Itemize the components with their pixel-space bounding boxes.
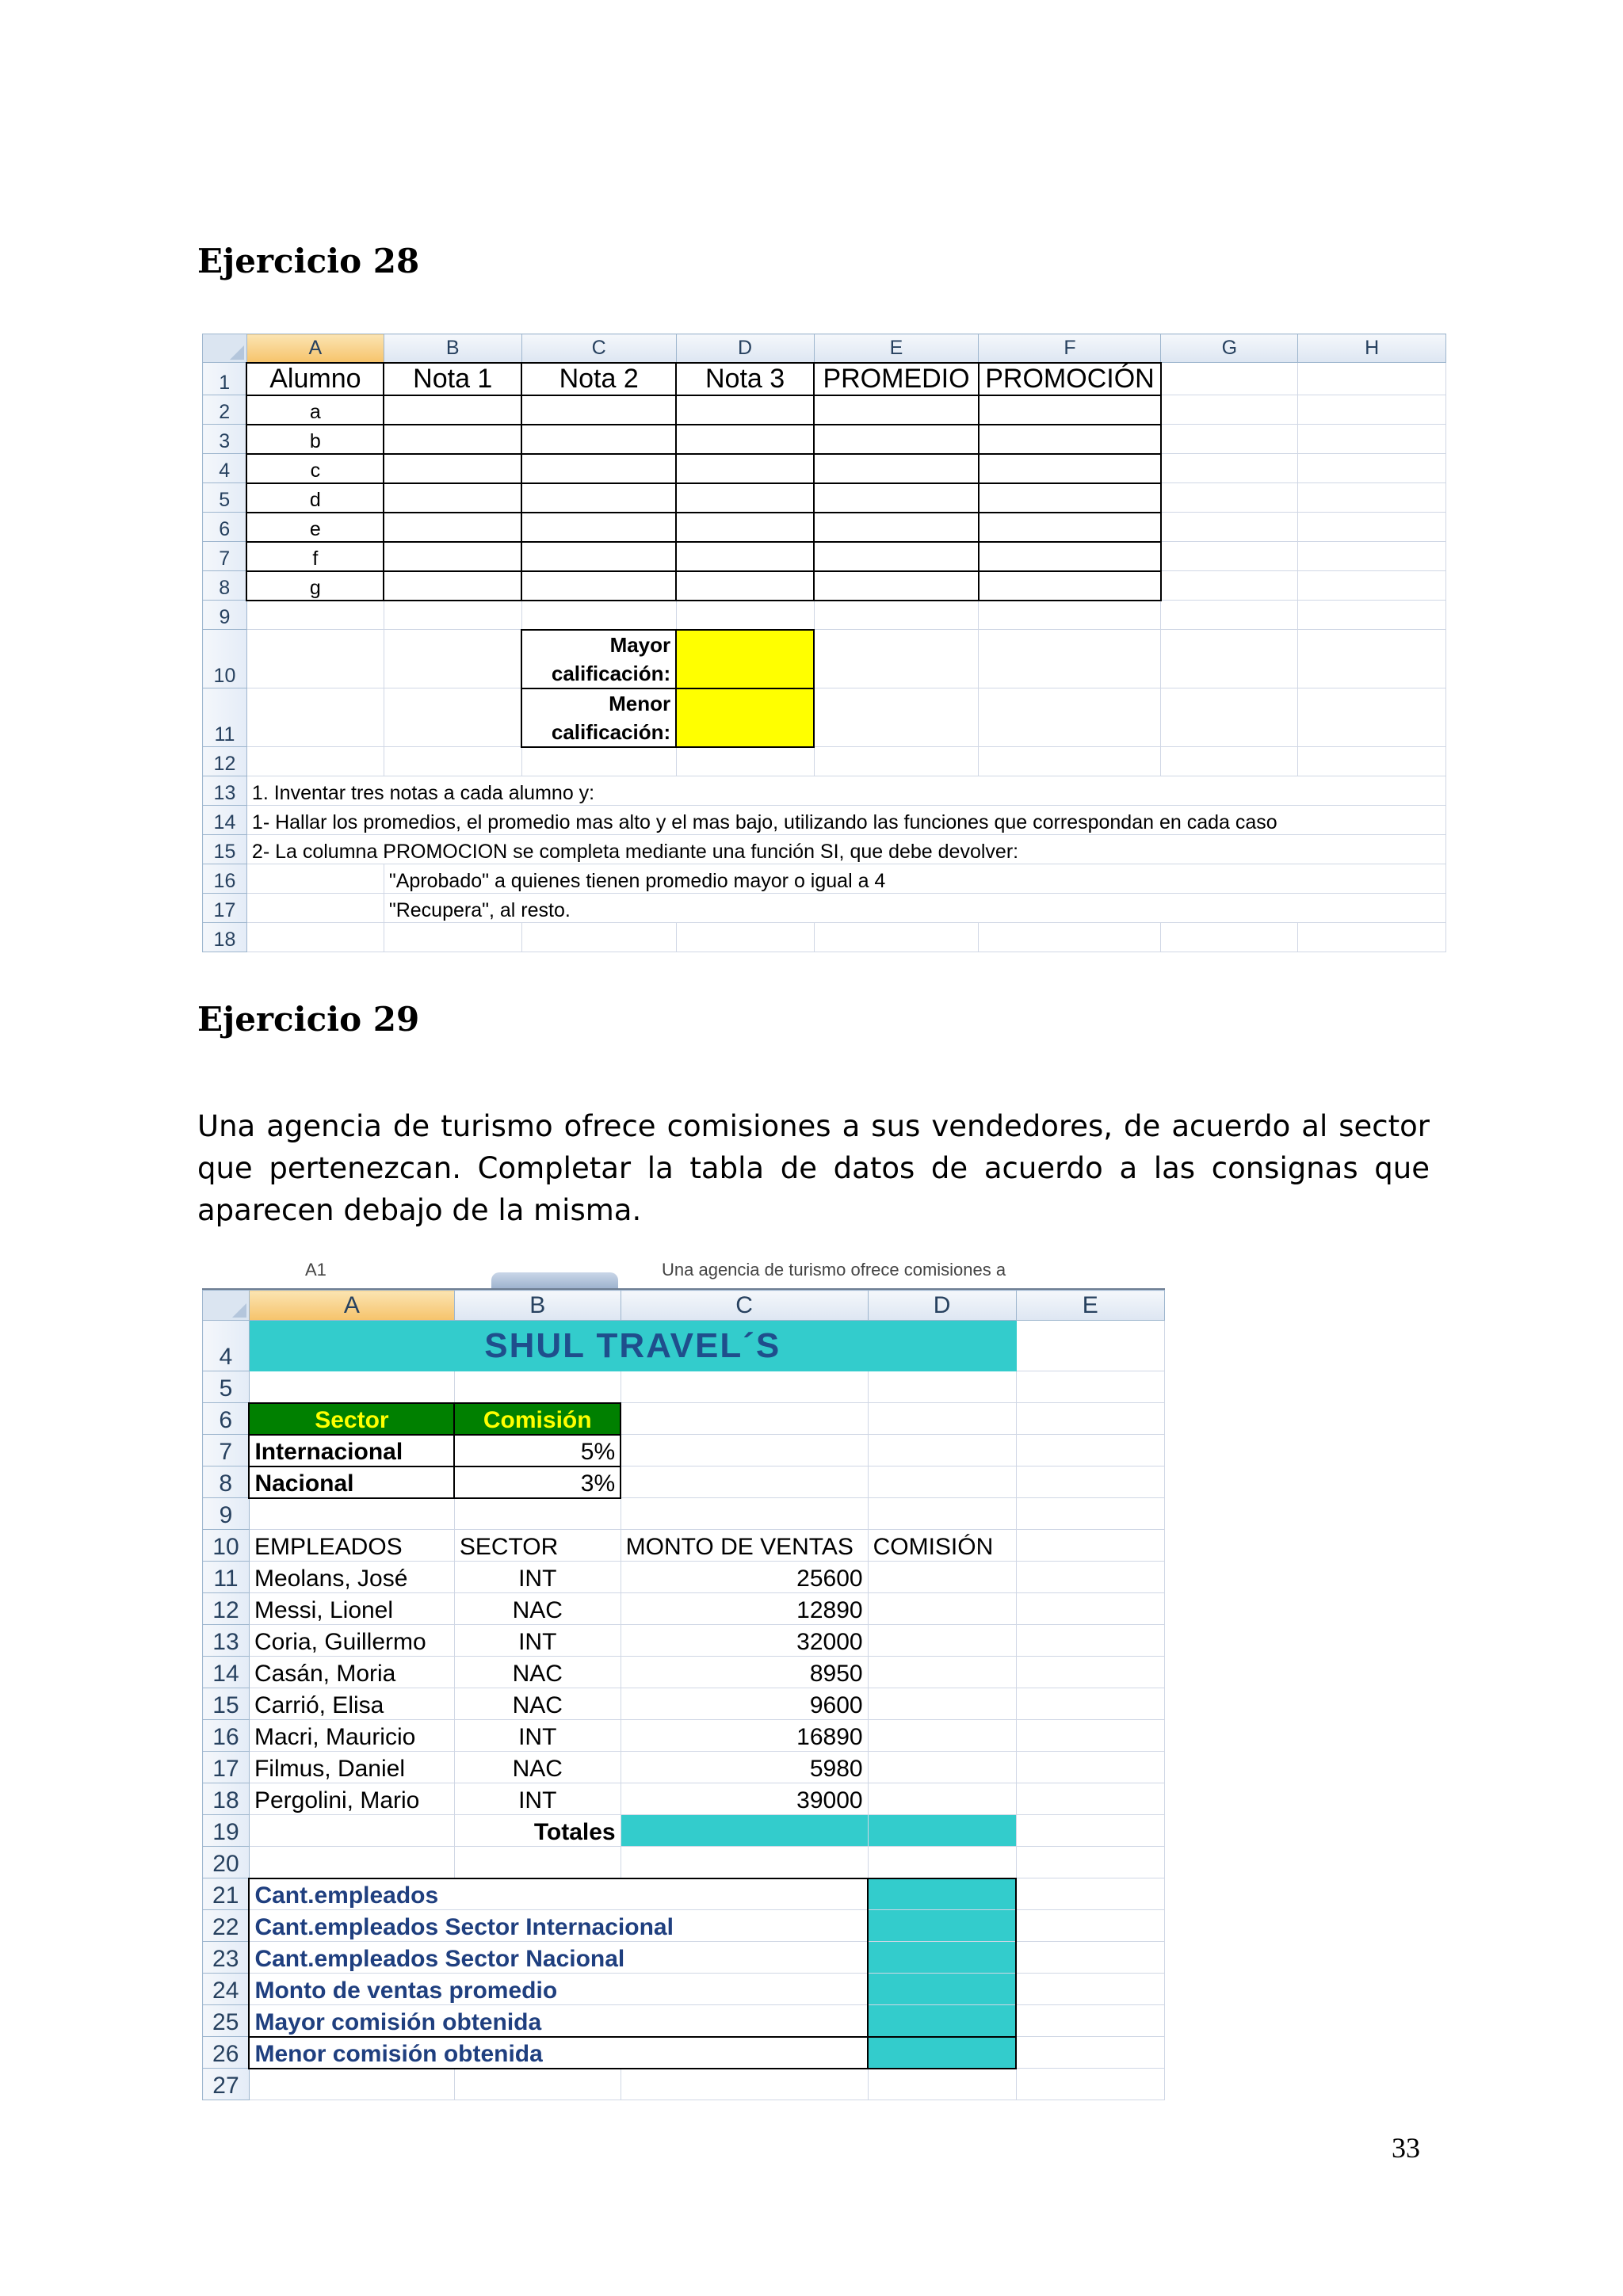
grade-cell[interactable] [521, 513, 676, 542]
max-grade-cell[interactable] [676, 630, 814, 688]
exercise-28-heading: Ejercicio 28 [197, 242, 420, 280]
cell[interactable] [1016, 1498, 1165, 1530]
cell[interactable] [621, 1466, 868, 1498]
cell[interactable] [246, 630, 384, 688]
cell[interactable] [249, 2069, 454, 2100]
cell[interactable] [521, 601, 676, 630]
commission-cell[interactable] [868, 1752, 1016, 1783]
commission-cell[interactable] [868, 1562, 1016, 1593]
header-cell-sector[interactable]: SECTOR [454, 1530, 621, 1562]
cell[interactable] [384, 923, 521, 952]
row-header[interactable]: 6 [203, 513, 247, 542]
cell[interactable] [1016, 1783, 1165, 1815]
cell[interactable] [1298, 483, 1446, 513]
row-header[interactable]: 8 [203, 571, 247, 601]
instruction-line[interactable]: "Aprobado" a quienes tienen promedio mayor o igual a 4 [384, 864, 1445, 894]
totals-label[interactable]: Totales [454, 1815, 621, 1847]
row-header[interactable]: 7 [203, 542, 247, 571]
promotion-cell[interactable] [979, 513, 1161, 542]
employee-name-cell[interactable]: Meolans, José [249, 1562, 454, 1593]
cell[interactable] [814, 923, 979, 952]
column-header[interactable]: B [454, 1291, 621, 1321]
cell[interactable] [676, 747, 814, 776]
average-cell[interactable] [814, 483, 979, 513]
row-header[interactable]: 1 [203, 363, 247, 395]
column-header[interactable]: G [1161, 334, 1298, 363]
summary-label[interactable]: Cant.empleados Sector Internacional [249, 1910, 868, 1942]
sales-amount-cell[interactable]: 5980 [621, 1752, 868, 1783]
cell[interactable] [621, 1435, 868, 1466]
cell[interactable] [384, 688, 521, 747]
cell[interactable] [454, 1847, 621, 1878]
row-header[interactable]: 4 [203, 454, 247, 483]
row-header[interactable]: 10 [203, 630, 247, 688]
cell[interactable] [1161, 571, 1298, 601]
grade-cell[interactable] [384, 395, 521, 425]
cell[interactable] [1161, 923, 1298, 952]
row-header[interactable]: 14 [203, 1657, 250, 1688]
cell[interactable] [1016, 1974, 1165, 2005]
cell[interactable] [814, 747, 979, 776]
cell[interactable] [1298, 395, 1446, 425]
cell[interactable] [1016, 1942, 1165, 1974]
student-cell[interactable]: g [246, 571, 384, 601]
cell[interactable] [249, 1815, 454, 1847]
promotion-cell[interactable] [979, 395, 1161, 425]
grade-cell[interactable] [521, 454, 676, 483]
cell[interactable] [1016, 1562, 1165, 1593]
cell[interactable] [1298, 363, 1446, 395]
row-header[interactable]: 6 [203, 1403, 250, 1435]
average-cell[interactable] [814, 513, 979, 542]
cell[interactable] [1016, 1910, 1165, 1942]
cell[interactable] [979, 601, 1161, 630]
cell[interactable] [621, 1371, 868, 1403]
commission-cell[interactable] [868, 1625, 1016, 1657]
instruction-line[interactable]: 1- Hallar los promedios, el promedio mas alto y el mas bajo, utilizando las funciones que correspondan en cada caso [246, 806, 1445, 835]
row-header[interactable]: 15 [203, 835, 247, 864]
sheet-title[interactable]: SHUL TRAVEL´S [249, 1321, 1016, 1371]
cell[interactable] [979, 747, 1161, 776]
cell[interactable] [1298, 571, 1446, 601]
student-cell[interactable]: b [246, 425, 384, 454]
sales-amount-cell[interactable]: 25600 [621, 1562, 868, 1593]
exercise-29-spreadsheet [202, 1260, 1165, 2099]
average-cell[interactable] [814, 542, 979, 571]
employee-sector-cell[interactable]: NAC [454, 1657, 621, 1688]
grade-cell[interactable] [676, 571, 814, 601]
commission-header[interactable]: Comisión [454, 1403, 621, 1435]
grade-cell[interactable] [521, 542, 676, 571]
row-header[interactable]: 10 [203, 1530, 250, 1562]
cell[interactable] [1298, 601, 1446, 630]
min-grade-cell[interactable] [676, 688, 814, 747]
column-header[interactable]: E [1016, 1291, 1165, 1321]
grade-cell[interactable] [521, 571, 676, 601]
grade-cell[interactable] [521, 483, 676, 513]
cell[interactable] [1016, 1530, 1165, 1562]
summary-value-cell[interactable] [868, 1942, 1016, 1974]
column-header[interactable]: H [1298, 334, 1446, 363]
cell[interactable] [1016, 1466, 1165, 1498]
average-cell[interactable] [814, 571, 979, 601]
sales-amount-cell[interactable]: 39000 [621, 1783, 868, 1815]
grade-cell[interactable] [676, 425, 814, 454]
cell[interactable] [676, 601, 814, 630]
header-cell-comision[interactable]: COMISIÓN [868, 1530, 1016, 1562]
cell[interactable] [1016, 1657, 1165, 1688]
header-cell-promocion[interactable]: PROMOCIÓN [979, 363, 1161, 395]
cell[interactable] [246, 688, 384, 747]
cell[interactable] [454, 1498, 621, 1530]
cell[interactable] [1016, 1435, 1165, 1466]
employee-name-cell[interactable]: Coria, Guillermo [249, 1625, 454, 1657]
cell[interactable] [249, 1847, 454, 1878]
cell[interactable] [1016, 1593, 1165, 1625]
row-header[interactable]: 11 [203, 1562, 250, 1593]
cell[interactable] [384, 601, 521, 630]
promotion-cell[interactable] [979, 425, 1161, 454]
employee-sector-cell[interactable]: NAC [454, 1593, 621, 1625]
header-cell-promedio[interactable]: PROMEDIO [814, 363, 979, 395]
formula-bar[interactable] [202, 1260, 1165, 1290]
student-cell[interactable]: e [246, 513, 384, 542]
cell[interactable] [1016, 1752, 1165, 1783]
cell[interactable] [1016, 2005, 1165, 2037]
cell[interactable] [868, 2069, 1016, 2100]
cell[interactable] [249, 1498, 454, 1530]
exercise-29-heading: Ejercicio 29 [197, 1000, 420, 1039]
sales-amount-cell[interactable]: 32000 [621, 1625, 868, 1657]
row-header[interactable]: 2 [203, 395, 247, 425]
row-header[interactable]: 5 [203, 483, 247, 513]
grade-cell[interactable] [676, 454, 814, 483]
cell[interactable] [1016, 2069, 1165, 2100]
cell[interactable] [1161, 513, 1298, 542]
cell[interactable] [521, 923, 676, 952]
sector-name-cell[interactable]: Nacional [249, 1466, 454, 1498]
cell[interactable] [246, 601, 384, 630]
instruction-line[interactable]: 1. Inventar tres notas a cada alumno y: [246, 776, 1445, 806]
cell[interactable] [1298, 688, 1446, 747]
cell[interactable] [1016, 1878, 1165, 1910]
cell[interactable] [521, 747, 676, 776]
cell[interactable] [621, 1403, 868, 1435]
cell[interactable] [979, 630, 1161, 688]
instruction-line[interactable]: "Recupera", al resto. [384, 894, 1445, 923]
column-header[interactable]: E [814, 334, 979, 363]
row-header[interactable]: 15 [203, 1688, 250, 1720]
cell[interactable] [454, 1371, 621, 1403]
row-header[interactable]: 25 [203, 2005, 250, 2037]
row-header[interactable]: 21 [203, 1878, 250, 1910]
cell[interactable] [1298, 630, 1446, 688]
row-header[interactable]: 14 [203, 806, 247, 835]
row-header[interactable]: 7 [203, 1435, 250, 1466]
cell[interactable] [1298, 513, 1446, 542]
average-cell[interactable] [814, 395, 979, 425]
cell[interactable] [868, 1466, 1016, 1498]
cell[interactable] [621, 2069, 868, 2100]
cell[interactable] [814, 630, 979, 688]
page-number: 33 [1392, 2132, 1420, 2164]
row-header[interactable]: 17 [203, 1752, 250, 1783]
employee-sector-cell[interactable]: NAC [454, 1688, 621, 1720]
row-header[interactable]: 3 [203, 425, 247, 454]
promotion-cell[interactable] [979, 542, 1161, 571]
employee-sector-cell[interactable]: INT [454, 1783, 621, 1815]
employee-sector-cell[interactable]: INT [454, 1562, 621, 1593]
cell[interactable] [1016, 1688, 1165, 1720]
row-header[interactable]: 13 [203, 776, 247, 806]
header-cell-alumno[interactable]: Alumno [246, 363, 384, 395]
cell[interactable] [1161, 601, 1298, 630]
header-cell-monto[interactable]: MONTO DE VENTAS [621, 1530, 868, 1562]
grade-cell[interactable] [384, 542, 521, 571]
average-cell[interactable] [814, 454, 979, 483]
row-header[interactable]: 5 [203, 1371, 250, 1403]
cell[interactable] [246, 894, 384, 923]
employee-name-cell[interactable]: Messi, Lionel [249, 1593, 454, 1625]
grade-cell[interactable] [521, 425, 676, 454]
column-header[interactable]: C [621, 1291, 868, 1321]
cell[interactable] [246, 864, 384, 894]
total-sales-cell[interactable] [621, 1815, 868, 1847]
cell[interactable] [246, 923, 384, 952]
row-header[interactable]: 27 [203, 2069, 250, 2100]
row-header[interactable]: 9 [203, 1498, 250, 1530]
cell[interactable] [1161, 483, 1298, 513]
summary-label[interactable]: Monto de ventas promedio [249, 1974, 868, 2005]
cell[interactable] [249, 1371, 454, 1403]
cell[interactable] [621, 1498, 868, 1530]
cell[interactable] [621, 1847, 868, 1878]
grade-cell[interactable] [676, 513, 814, 542]
cell[interactable] [979, 688, 1161, 747]
cell[interactable] [246, 747, 384, 776]
cell[interactable] [1161, 363, 1298, 395]
grade-cell[interactable] [676, 395, 814, 425]
name-box[interactable]: A1 [305, 1260, 327, 1280]
row-header[interactable]: 12 [203, 747, 247, 776]
row-header[interactable]: 18 [203, 923, 247, 952]
row-header[interactable]: 20 [203, 1847, 250, 1878]
row-header[interactable]: 19 [203, 1815, 250, 1847]
cell[interactable] [1161, 395, 1298, 425]
employee-name-cell[interactable]: Casán, Moria [249, 1657, 454, 1688]
employee-name-cell[interactable]: Carrió, Elisa [249, 1688, 454, 1720]
commission-cell[interactable] [868, 1593, 1016, 1625]
summary-value-cell[interactable] [868, 1878, 1016, 1910]
summary-value-cell[interactable] [868, 2037, 1016, 2069]
column-header[interactable]: F [979, 334, 1161, 363]
instruction-line[interactable]: 2- La columna PROMOCION se completa mediante una función SI, que debe devolver: [246, 835, 1445, 864]
commission-rate-cell[interactable]: 3% [454, 1466, 621, 1498]
cell[interactable] [1016, 1625, 1165, 1657]
row-header[interactable]: 26 [203, 2037, 250, 2069]
row-header[interactable]: 16 [203, 864, 247, 894]
commission-rate-cell[interactable]: 5% [454, 1435, 621, 1466]
column-header[interactable]: D [868, 1291, 1016, 1321]
cell[interactable] [1016, 2037, 1165, 2069]
cell[interactable] [868, 1403, 1016, 1435]
grade-cell[interactable] [676, 483, 814, 513]
max-grade-label: Mayor calificación: [521, 630, 676, 688]
cell[interactable] [979, 923, 1161, 952]
promotion-cell[interactable] [979, 483, 1161, 513]
employee-sector-cell[interactable]: INT [454, 1625, 621, 1657]
row-header[interactable]: 4 [203, 1321, 250, 1371]
row-header[interactable]: 22 [203, 1910, 250, 1942]
header-cell-nota2[interactable]: Nota 2 [521, 363, 676, 395]
grade-cell[interactable] [676, 542, 814, 571]
commission-cell[interactable] [868, 1720, 1016, 1752]
cell[interactable] [676, 923, 814, 952]
sector-name-cell[interactable]: Internacional [249, 1435, 454, 1466]
header-cell-nota3[interactable]: Nota 3 [676, 363, 814, 395]
sales-amount-cell[interactable]: 12890 [621, 1593, 868, 1625]
cell[interactable] [1161, 425, 1298, 454]
student-cell[interactable]: f [246, 542, 384, 571]
column-header[interactable]: A [249, 1291, 454, 1321]
summary-label[interactable]: Cant.empleados [249, 1878, 868, 1910]
cell[interactable] [1016, 1321, 1165, 1371]
cell[interactable] [868, 1435, 1016, 1466]
select-all-corner[interactable] [203, 1291, 250, 1321]
cell[interactable] [1161, 454, 1298, 483]
summary-label[interactable]: Cant.empleados Sector Nacional [249, 1942, 868, 1974]
cell[interactable] [1161, 688, 1298, 747]
grade-cell[interactable] [384, 513, 521, 542]
commission-cell[interactable] [868, 1657, 1016, 1688]
commission-cell[interactable] [868, 1688, 1016, 1720]
row-header[interactable]: 11 [203, 688, 247, 747]
student-cell[interactable]: c [246, 454, 384, 483]
cell[interactable] [1298, 425, 1446, 454]
header-cell-nota1[interactable]: Nota 1 [384, 363, 521, 395]
header-cell-empleados[interactable]: EMPLEADOS [249, 1530, 454, 1562]
sales-amount-cell[interactable]: 9600 [621, 1688, 868, 1720]
row-header[interactable]: 8 [203, 1466, 250, 1498]
formula-bar-button[interactable] [491, 1272, 618, 1288]
cell[interactable] [1016, 1815, 1165, 1847]
exercise-29-intro: Una agencia de turismo ofrece comisiones a sus vendedores, de acuerdo al sector que pertenezcan. Completar la tabla de datos de acuerdo a las consignas que aparecen debajo de la misma. [197, 1109, 1430, 1227]
promotion-cell[interactable] [979, 571, 1161, 601]
student-cell[interactable]: d [246, 483, 384, 513]
column-header[interactable]: C [521, 334, 676, 363]
sales-amount-cell[interactable]: 8950 [621, 1657, 868, 1688]
column-header[interactable]: D [676, 334, 814, 363]
row-header[interactable]: 18 [203, 1783, 250, 1815]
cell[interactable] [868, 1847, 1016, 1878]
grade-cell[interactable] [384, 483, 521, 513]
commission-cell[interactable] [868, 1783, 1016, 1815]
row-header[interactable]: 23 [203, 1942, 250, 1974]
row-header[interactable]: 12 [203, 1593, 250, 1625]
cell[interactable] [1016, 1847, 1165, 1878]
cell[interactable] [1298, 747, 1446, 776]
employee-name-cell[interactable]: Macri, Mauricio [249, 1720, 454, 1752]
grade-cell[interactable] [384, 454, 521, 483]
min-grade-label: Menor calificación: [521, 688, 676, 747]
column-header[interactable]: B [384, 334, 521, 363]
cell[interactable] [814, 601, 979, 630]
summary-label[interactable]: Mayor comisión obtenida [249, 2005, 868, 2037]
promotion-cell[interactable] [979, 454, 1161, 483]
summary-label[interactable]: Menor comisión obtenida [249, 2037, 868, 2069]
cell[interactable] [868, 1371, 1016, 1403]
cell[interactable] [1016, 1403, 1165, 1435]
row-header[interactable]: 16 [203, 1720, 250, 1752]
grade-cell[interactable] [384, 571, 521, 601]
grade-cell[interactable] [384, 425, 521, 454]
row-header[interactable]: 13 [203, 1625, 250, 1657]
formula-bar-text[interactable]: Una agencia de turismo ofrece comisiones a [662, 1260, 1006, 1280]
cell[interactable] [1298, 923, 1446, 952]
employee-sector-cell[interactable]: INT [454, 1720, 621, 1752]
cell[interactable] [1161, 747, 1298, 776]
row-header[interactable]: 17 [203, 894, 247, 923]
student-cell[interactable]: a [246, 395, 384, 425]
cell[interactable] [1161, 542, 1298, 571]
total-commission-cell[interactable] [868, 1815, 1016, 1847]
grade-cell[interactable] [521, 395, 676, 425]
row-header[interactable]: 9 [203, 601, 247, 630]
employee-name-cell[interactable]: Pergolini, Mario [249, 1783, 454, 1815]
cell[interactable] [1016, 1371, 1165, 1403]
summary-value-cell[interactable] [868, 2005, 1016, 2037]
summary-value-cell[interactable] [868, 1974, 1016, 2005]
sector-header[interactable]: Sector [249, 1403, 454, 1435]
cell[interactable] [1298, 542, 1446, 571]
average-cell[interactable] [814, 425, 979, 454]
cell[interactable] [868, 1498, 1016, 1530]
employee-sector-cell[interactable]: NAC [454, 1752, 621, 1783]
sales-amount-cell[interactable]: 16890 [621, 1720, 868, 1752]
cell[interactable] [1016, 1720, 1165, 1752]
cell[interactable] [454, 2069, 621, 2100]
select-all-corner[interactable] [203, 334, 247, 363]
exercise-28-spreadsheet [202, 334, 1446, 962]
cell[interactable] [814, 688, 979, 747]
employee-name-cell[interactable]: Filmus, Daniel [249, 1752, 454, 1783]
cell[interactable] [384, 747, 521, 776]
cell[interactable] [1161, 630, 1298, 688]
cell[interactable] [1298, 454, 1446, 483]
row-header[interactable]: 24 [203, 1974, 250, 2005]
summary-value-cell[interactable] [868, 1910, 1016, 1942]
column-header[interactable]: A [246, 334, 384, 363]
cell[interactable] [384, 630, 521, 688]
